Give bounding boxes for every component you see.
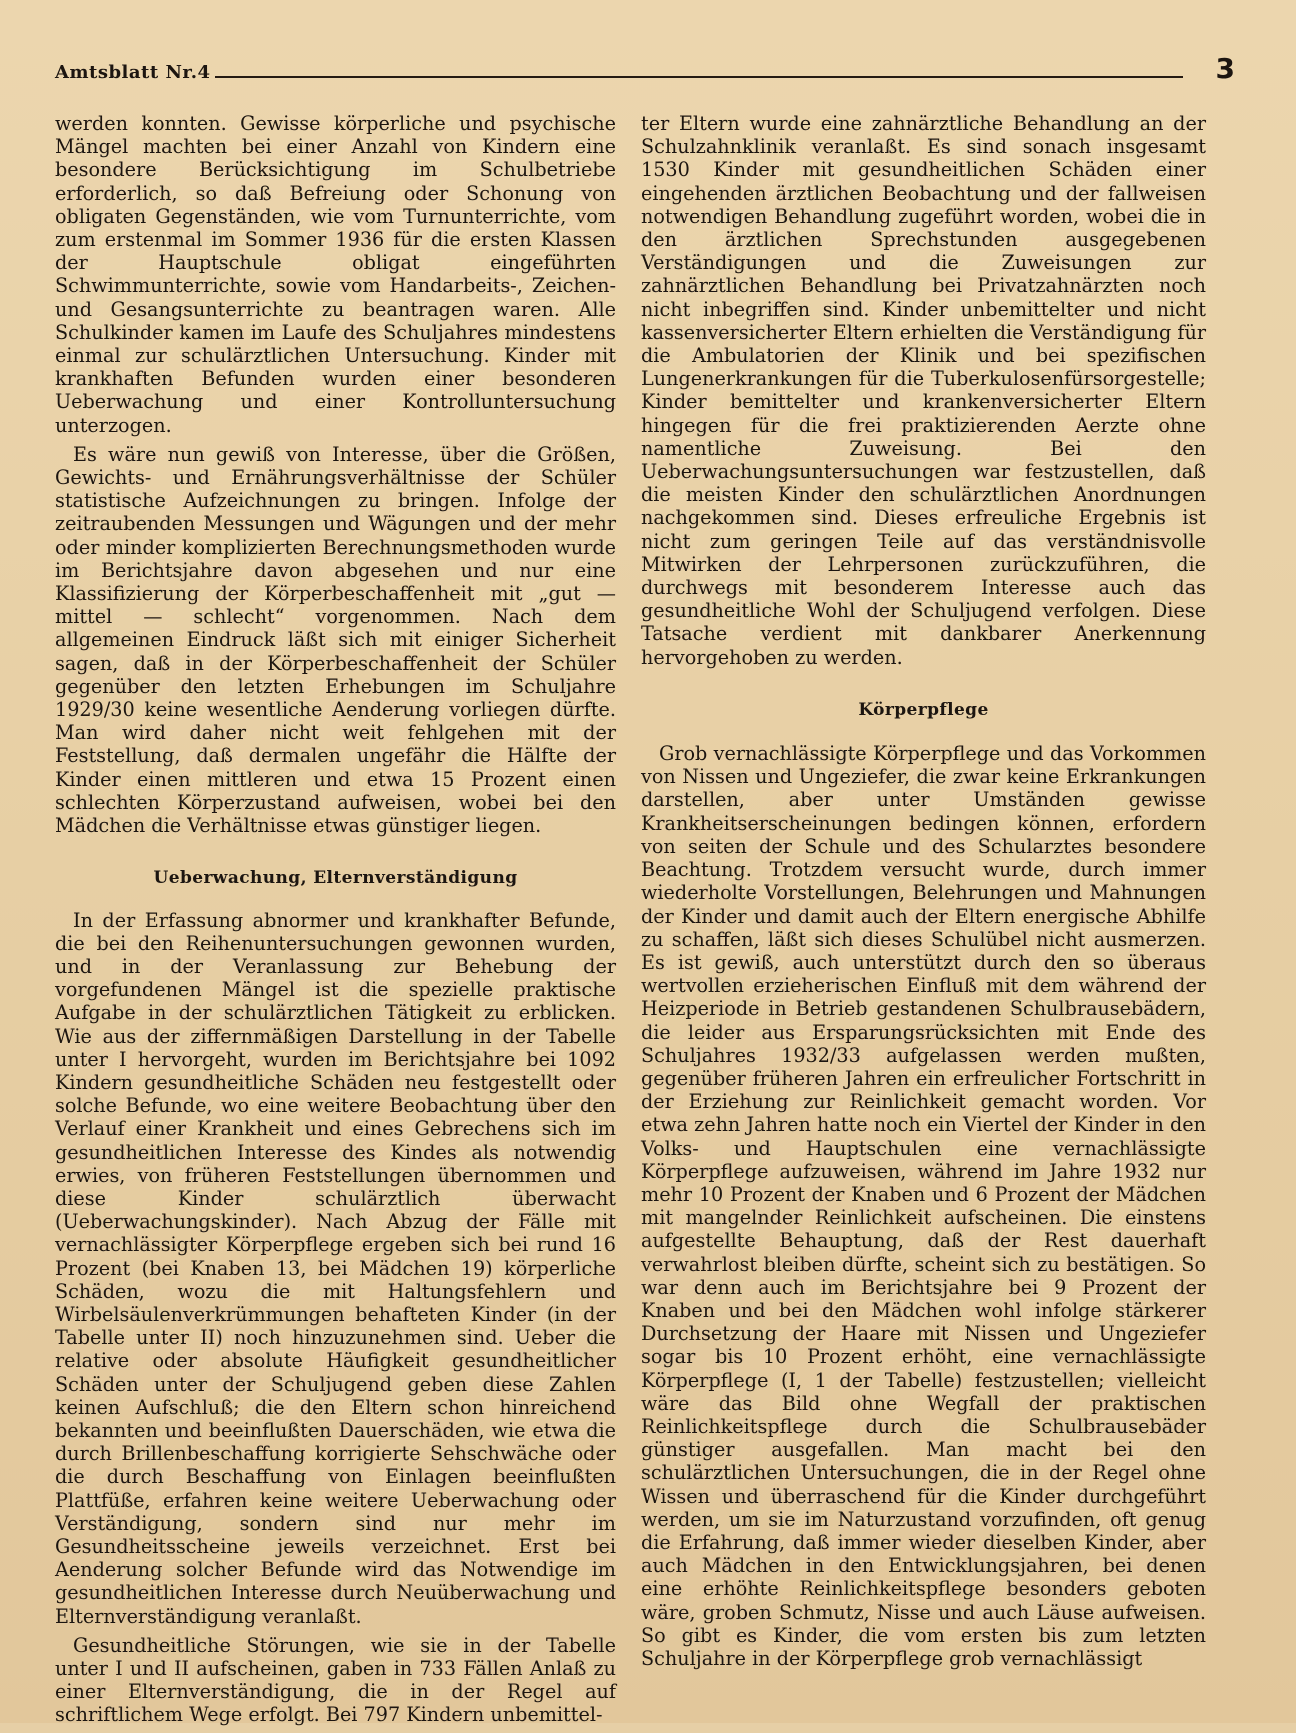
header-rule (215, 76, 1183, 78)
right-paragraph-2: Grob vernachlässigte Körperpflege und das Vorkommen von Nissen und Ungeziefer, die zwar keine Erkrankungen darstellen, aber unter Umständen gewisse Krankheitserscheinungen bedingen können, erfordern von seiten der Schule und des Schularztes besondere Beachtung. Trotzdem versucht wurde, durch immer wiederholte Vorstellungen, Belehrungen und Mahnungen der Kinder und damit auch der Eltern energische Abhilfe zu schaffen, läßt sich dieses Schulübel nicht ausmerzen. Es ist gewiß, auch unterstützt durch den so überaus wertvollen erzieherischen Einfluß mit dem während der Heizperiode in Betrieb gestandenen Schulbrausebädern, die leider aus Ersparungsrücksichten mit Ende des Schuljahres 1932/33 aufgelassen werden mußten, gegenüber früheren Jahren ein erfreulicher Fortschritt in der Erziehung zur Reinlichkeit gemacht worden. Vor etwa zehn Jahren hatte noch ein Viertel der Kinder in den Volks- und Hauptschulen eine vernachlässigte Körperpflege aufzuweisen, während im Jahre 1932 nur mehr 10 Prozent der Knaben und 6 Prozent der Mädchen mit mangelnder Reinlichkeit aufscheinen. Die einstens aufgestellte Behauptung, daß der Rest dauerhaft verwahrlost bleiben dürfte, scheint sich zu bestätigen. So war denn auch im Berichtsjahre bei 9 Prozent der Knaben und bei den Mädchen wohl infolge stärkerer Durchsetzung der Haare mit Nissen und Ungeziefer sogar bis 10 Prozent erhöht, eine vernachlässigte Körperpflege (I, 1 der Tabelle) festzustellen; vielleicht wäre das Bild ohne Wegfall der praktischen Reinlichkeitspflege durch die Schulbrausebäder günstiger ausgefallen. Man macht bei den schulärztlichen Untersuchungen, die in der Regel ohne Wissen und überraschend für die Kinder durchgeführt werden, um sie im Naturzustand vorzufinden, oft genug die Erfahrung, daß immer wieder dieselben Kinder, aber auch Mädchen in den Entwicklungsjahren, bei denen eine erhöhte Reinlichkeitspflege besonders geboten wäre, groben Schmutz, Nisse und auch Läuse aufweisen. So gibt es Kinder, die vom ersten bis zum letzten Schuljahre in der Körperpflege grob vernachlässigt (641, 742, 1206, 1670)
page-header (55, 52, 1235, 92)
right-column (641, 112, 1206, 1676)
left-paragraph-3: In der Erfassung abnormer und krankhafter Befunde, die bei den Reihenuntersuchungen gewonnen wurden, und in der Veranlassung zur Behebung der vorgefundenen Mängel ist die spezielle praktische Aufgabe in der schulärztlichen Tätigkeit zu erblicken. Wie aus der ziffernmäßigen Darstellung in der Tabelle unter I hervorgeht, wurden im Berichtsjahre bei 1092 Kindern gesundheitliche Schäden neu festgestellt oder solche Befunde, wo eine weitere Beobachtung über den Verlauf einer Krankheit und eines Gebrechens sich im gesundheitlichen Interesse des Kindes als notwendig erwies, von früheren Feststellungen übernommen und diese Kinder schulärztlich überwacht (Ueberwachungskinder). Nach Abzug der Fälle mit vernachlässigter Körperpflege ergeben sich bei rund 16 Prozent (bei Knaben 13, bei Mädchen 19) körperliche Schäden, wozu die mit Haltungsfehlern und Wirbelsäulenverkrümmungen behafteten Kinder (in der Tabelle unter II) noch hinzuzunehmen sind. Ueber die relative oder absolute Häufigkeit gesundheitlicher Schäden unter der Schuljugend geben diese Zahlen keinen Aufschluß; die den Eltern schon hinreichend bekannten und beeinflußten Dauerschäden, wie etwa die durch Brillenbeschaffung korrigierte Sehschwäche oder die durch Beschaffung von Einlagen beeinflußten Plattfüße, erfahren keine weitere Ueberwachung oder Verständigung, sondern sind nur mehr im Gesundheitsscheine jeweils verzeichnet. Erst bei Aenderung solcher Befunde wird das Notwendige im gesundheitlichen Interesse durch Neuüberwachung und Elternverständigung veranlaßt. (55, 908, 616, 1628)
left-paragraph-1: werden konnten. Gewisse körperliche und psychische Mängel machten bei einer Anzahl von Kindern eine besondere Berücksichtigung im Schulbetriebe erforderlich, so daß Befreiung oder Schonung von obligaten Gegenständen, wie vom Turnunterrichte, vom zum erstenmal im Sommer 1936 für die ersten Klassen der Hauptschule obligat eingeführten Schwimmunterrichte, sowie vom Handarbeits-, Zeichen- und Gesangsunterrichte zu beantragen waren. Alle Schulkinder kamen im Laufe des Schuljahres mindestens einmal zur schulärztlichen Untersuchung. Kinder mit krankhaften Befunden wurden einer besonderen Ueberwachung und einer Kontrolluntersuchung unterzogen. (55, 112, 616, 437)
page-number: 3 (1215, 52, 1235, 85)
section-heading-koerperpflege: Körperpflege (858, 699, 989, 720)
left-paragraph-4: Gesundheitliche Störungen, wie sie in der Tabelle unter I und II aufscheinen, gaben in 733 Fällen Anlaß zu einer Elternverständigung, die in der Regel auf schriftlichem Wege erfolgt. Bei 797 Kindern unbemittel- (55, 1633, 616, 1727)
header-title: Amtsblatt Nr.4 (55, 62, 211, 83)
left-column (55, 112, 616, 1733)
left-paragraph-2: Es wäre nun gewiß von Interesse, über die Größen, Gewichts- und Ernährungsverhältnisse der Schüler statistische Aufzeichnungen zu bringen. Infolge der zeitraubenden Messungen und Wägungen und der mehr oder minder komplizierten Berechnungsmethoden wurde im Berichtsjahre davon abgesehen und nur eine Klassifizierung der Körperbeschaffenheit mit „gut — mittel — schlecht“ vorgenommen. Nach dem allgemeinen Eindruck läßt sich mit einiger Sicherheit sagen, daß in der Körperbeschaffenheit der Schüler gegenüber den letzten Erhebungen im Schuljahre 1929/30 keine wesentliche Aenderung vorliegen dürfte. Man wird daher nicht weit fehlgehen mit der Feststellung, daß dermalen ungefähr die Hälfte der Kinder einen mittleren und etwa 15 Prozent einen schlechten Körperzustand aufweisen, wobei bei den Mädchen die Verhältnisse etwas günstiger liegen. (55, 442, 616, 838)
right-paragraph-1: ter Eltern wurde eine zahnärztliche Behandlung an der Schulzahnklinik veranlaßt. Es sind sonach insgesamt 1530 Kinder mit gesundheitlichen Schäden einer eingehenden ärztlichen Beobachtung und der fallweisen notwendigen Behandlung zugeführt worden, wobei die in den ärztlichen Sprechstunden ausgegebenen Verständigungen und die Zuweisungen zur zahnärztlichen Behandlung bei Privatzahnärzten noch nicht inbegriffen sind. Kinder unbemittelter und nicht kassenversicherter Eltern erhielten die Verständigung für die Ambulatorien der Klinik und bei spezifischen Lungenerkrankungen für die Tuberkulosenfürsorgestelle; Kinder bemittelter und krankenversicherter Eltern hingegen für die frei praktizierenden Aerzte ohne namentliche Zuweisung. Bei den Ueberwachungsuntersuchungen war festzustellen, daß die meisten Kinder den schulärztlichen Anordnungen nachgekommen sind. Dieses erfreuliche Ergebnis ist nicht zum geringen Teile auf das verständnisvolle Mitwirken der Lehrpersonen zurückzuführen, die durchwegs mit besonderem Interesse auch das gesundheitliche Wohl der Schuljugend verfolgen. Diese Tatsache verdient mit dankbarer Anerkennung hervorgehoben zu werden. (641, 112, 1206, 669)
section-heading-ueberwachung: Ueberwachung, Elternverständigung (153, 868, 518, 889)
